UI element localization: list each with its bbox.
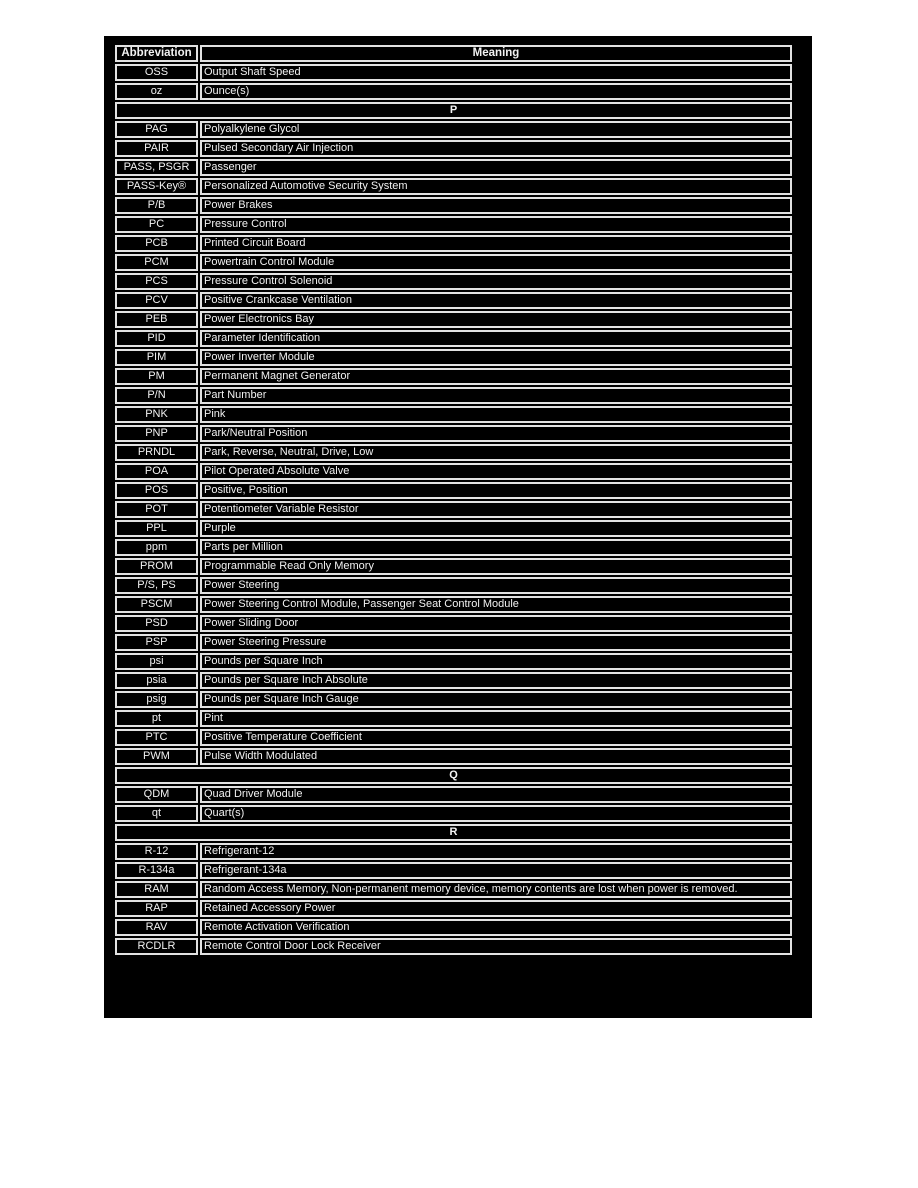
table-row bbox=[115, 596, 792, 613]
table-row bbox=[115, 216, 792, 233]
meaning-cell: Power Steering Pressure bbox=[200, 634, 792, 651]
meaning-cell: Power Steering bbox=[200, 577, 792, 594]
meaning-cell: Permanent Magnet Generator bbox=[200, 368, 792, 385]
abbreviation-cell: PM bbox=[115, 368, 198, 385]
meaning-cell: Power Steering Control Module, Passenger Seat Control Module bbox=[200, 596, 792, 613]
abbreviation-cell: PNK bbox=[115, 406, 198, 423]
meaning-cell: Passenger bbox=[200, 159, 792, 176]
meaning-cell: Power Brakes bbox=[200, 197, 792, 214]
section-letter: Q bbox=[115, 767, 792, 784]
abbreviation-cell: P/B bbox=[115, 197, 198, 214]
table-row bbox=[115, 292, 792, 309]
meaning-cell: Pounds per Square Inch Gauge bbox=[200, 691, 792, 708]
abbreviation-cell: PID bbox=[115, 330, 198, 347]
section-header-row bbox=[115, 767, 792, 784]
table-row bbox=[115, 748, 792, 765]
abbreviation-cell: R-134a bbox=[115, 862, 198, 879]
meaning-cell: Programmable Read Only Memory bbox=[200, 558, 792, 575]
abbreviation-cell: PCM bbox=[115, 254, 198, 271]
meaning-cell: Pounds per Square Inch Absolute bbox=[200, 672, 792, 689]
table-row bbox=[115, 273, 792, 290]
abbreviation-column-header: Abbreviation bbox=[115, 45, 198, 62]
table-row bbox=[115, 900, 792, 917]
abbreviation-cell: OSS bbox=[115, 64, 198, 81]
table-row bbox=[115, 64, 792, 81]
meaning-cell: Pulse Width Modulated bbox=[200, 748, 792, 765]
table-row bbox=[115, 254, 792, 271]
abbreviation-cell: R-12 bbox=[115, 843, 198, 860]
abbreviation-cell: POA bbox=[115, 463, 198, 480]
table-row bbox=[115, 311, 792, 328]
abbreviation-cell: PNP bbox=[115, 425, 198, 442]
meaning-cell: Power Sliding Door bbox=[200, 615, 792, 632]
abbreviation-cell: PPL bbox=[115, 520, 198, 537]
table-row bbox=[115, 577, 792, 594]
table-row bbox=[115, 330, 792, 347]
table-row bbox=[115, 121, 792, 138]
meaning-cell: Powertrain Control Module bbox=[200, 254, 792, 271]
table-row bbox=[115, 672, 792, 689]
abbreviation-cell: PCS bbox=[115, 273, 198, 290]
table-row bbox=[115, 520, 792, 537]
table-row bbox=[115, 862, 792, 879]
table-body bbox=[115, 64, 792, 955]
table-row bbox=[115, 178, 792, 195]
abbreviation-cell: PC bbox=[115, 216, 198, 233]
abbreviation-cell: POS bbox=[115, 482, 198, 499]
abbreviation-cell: PTC bbox=[115, 729, 198, 746]
abbreviation-cell: ppm bbox=[115, 539, 198, 556]
abbreviation-cell: QDM bbox=[115, 786, 198, 803]
section-letter: P bbox=[115, 102, 792, 119]
abbreviation-cell: PRNDL bbox=[115, 444, 198, 461]
abbreviation-cell: psi bbox=[115, 653, 198, 670]
section-letter: R bbox=[115, 824, 792, 841]
section-header-row bbox=[115, 102, 792, 119]
meaning-cell: Remote Control Door Lock Receiver bbox=[200, 938, 792, 955]
meaning-cell: Pink bbox=[200, 406, 792, 423]
meaning-cell: Parameter Identification bbox=[200, 330, 792, 347]
meaning-cell: Power Electronics Bay bbox=[200, 311, 792, 328]
table-row bbox=[115, 387, 792, 404]
table-row bbox=[115, 539, 792, 556]
meaning-cell: Refrigerant-12 bbox=[200, 843, 792, 860]
meaning-cell: Pressure Control bbox=[200, 216, 792, 233]
table-row bbox=[115, 425, 792, 442]
meaning-cell: Polyalkylene Glycol bbox=[200, 121, 792, 138]
meaning-column-header: Meaning bbox=[200, 45, 792, 62]
meaning-cell: Positive, Position bbox=[200, 482, 792, 499]
table-row bbox=[115, 653, 792, 670]
table-row bbox=[115, 919, 792, 936]
abbreviation-cell: PROM bbox=[115, 558, 198, 575]
meaning-cell: Pilot Operated Absolute Valve bbox=[200, 463, 792, 480]
meaning-cell: Personalized Automotive Security System bbox=[200, 178, 792, 195]
abbreviation-cell: RAM bbox=[115, 881, 198, 898]
abbreviation-cell: psia bbox=[115, 672, 198, 689]
abbreviation-cell: PIM bbox=[115, 349, 198, 366]
abbreviation-cell: PWM bbox=[115, 748, 198, 765]
table-row bbox=[115, 710, 792, 727]
abbreviation-cell: PASS, PSGR bbox=[115, 159, 198, 176]
table-row bbox=[115, 482, 792, 499]
meaning-cell: Pounds per Square Inch bbox=[200, 653, 792, 670]
abbreviation-cell: POT bbox=[115, 501, 198, 518]
abbreviation-cell: RAP bbox=[115, 900, 198, 917]
meaning-cell: Power Inverter Module bbox=[200, 349, 792, 366]
abbreviation-cell: PSD bbox=[115, 615, 198, 632]
table-row bbox=[115, 406, 792, 423]
table-row bbox=[115, 235, 792, 252]
meaning-cell: Potentiometer Variable Resistor bbox=[200, 501, 792, 518]
abbreviation-cell: PASS-Key® bbox=[115, 178, 198, 195]
meaning-cell: Output Shaft Speed bbox=[200, 64, 792, 81]
meaning-cell: Printed Circuit Board bbox=[200, 235, 792, 252]
meaning-cell: Positive Temperature Coefficient bbox=[200, 729, 792, 746]
meaning-cell: Pressure Control Solenoid bbox=[200, 273, 792, 290]
meaning-cell: Random Access Memory, Non-permanent memory device, memory contents are lost when power is removed. bbox=[200, 881, 792, 898]
table-row bbox=[115, 349, 792, 366]
table-row bbox=[115, 83, 792, 100]
meaning-cell: Remote Activation Verification bbox=[200, 919, 792, 936]
meaning-cell: Refrigerant-134a bbox=[200, 862, 792, 879]
abbreviation-cell: P/S, PS bbox=[115, 577, 198, 594]
meaning-cell: Retained Accessory Power bbox=[200, 900, 792, 917]
table-row bbox=[115, 786, 792, 803]
table-row bbox=[115, 159, 792, 176]
meaning-cell: Quart(s) bbox=[200, 805, 792, 822]
table-row bbox=[115, 140, 792, 157]
meaning-cell: Ounce(s) bbox=[200, 83, 792, 100]
abbreviation-cell: RAV bbox=[115, 919, 198, 936]
meaning-cell: Park, Reverse, Neutral, Drive, Low bbox=[200, 444, 792, 461]
meaning-cell: Pulsed Secondary Air Injection bbox=[200, 140, 792, 157]
table-row bbox=[115, 444, 792, 461]
abbreviation-cell: RCDLR bbox=[115, 938, 198, 955]
table-row bbox=[115, 881, 792, 898]
table-row bbox=[115, 463, 792, 480]
abbreviation-cell: PSCM bbox=[115, 596, 198, 613]
abbreviation-cell: PSP bbox=[115, 634, 198, 651]
table-row bbox=[115, 729, 792, 746]
abbreviation-cell: psig bbox=[115, 691, 198, 708]
meaning-cell: Purple bbox=[200, 520, 792, 537]
abbreviation-cell: pt bbox=[115, 710, 198, 727]
table-row bbox=[115, 691, 792, 708]
table-header-row bbox=[115, 45, 792, 62]
table-row bbox=[115, 558, 792, 575]
table-row bbox=[115, 615, 792, 632]
table-row bbox=[115, 368, 792, 385]
table-row bbox=[115, 805, 792, 822]
meaning-cell: Park/Neutral Position bbox=[200, 425, 792, 442]
abbreviation-cell: PCV bbox=[115, 292, 198, 309]
meaning-cell: Quad Driver Module bbox=[200, 786, 792, 803]
table-row bbox=[115, 938, 792, 955]
abbreviation-cell: PCB bbox=[115, 235, 198, 252]
table-row bbox=[115, 501, 792, 518]
table-row bbox=[115, 634, 792, 651]
abbreviation-cell: P/N bbox=[115, 387, 198, 404]
meaning-cell: Positive Crankcase Ventilation bbox=[200, 292, 792, 309]
abbreviation-cell: PAIR bbox=[115, 140, 198, 157]
abbreviation-cell: PAG bbox=[115, 121, 198, 138]
abbreviation-cell: qt bbox=[115, 805, 198, 822]
section-header-row bbox=[115, 824, 792, 841]
abbreviation-table bbox=[113, 43, 794, 957]
abbreviation-cell: oz bbox=[115, 83, 198, 100]
abbreviation-table-panel bbox=[104, 36, 812, 1018]
table-row bbox=[115, 197, 792, 214]
abbreviation-cell: PEB bbox=[115, 311, 198, 328]
meaning-cell: Parts per Million bbox=[200, 539, 792, 556]
meaning-cell: Part Number bbox=[200, 387, 792, 404]
table-row bbox=[115, 843, 792, 860]
meaning-cell: Pint bbox=[200, 710, 792, 727]
